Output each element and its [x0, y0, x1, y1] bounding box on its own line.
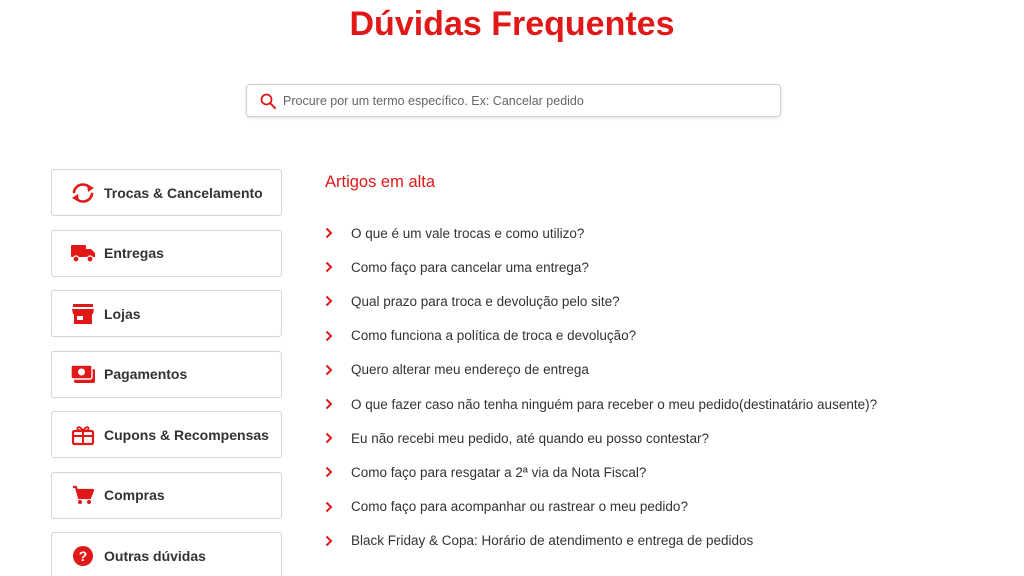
article-label: Como funciona a política de troca e devolução? [351, 328, 637, 344]
truck-icon [69, 241, 97, 265]
chevron-right-icon [325, 261, 335, 273]
article-link[interactable] [325, 524, 1005, 558]
article-label: Como faço para cancelar uma entrega? [351, 259, 589, 275]
article-label: Black Friday & Copa: Horário de atendimento e entrega de pedidos [351, 533, 754, 549]
category-label: Pagamentos [104, 366, 188, 382]
category-lojas[interactable] [51, 290, 282, 337]
chevron-right-icon [325, 535, 335, 547]
category-label: Compras [104, 487, 165, 503]
search-input[interactable] [283, 87, 780, 115]
article-link[interactable] [325, 353, 1005, 387]
store-icon [69, 302, 97, 326]
category-list [51, 169, 282, 576]
question-icon [69, 544, 97, 568]
article-label: O que fazer caso não tenha ninguém para receber o meu pedido(destinatário ausente)? [351, 396, 878, 412]
trending-articles [325, 170, 1005, 558]
article-label: Qual prazo para troca e devolução pelo site? [351, 293, 620, 309]
article-link[interactable] [325, 387, 1005, 421]
chevron-right-icon [325, 501, 335, 513]
article-link[interactable] [325, 455, 1005, 489]
category-trocas-cancelamento[interactable] [51, 169, 282, 216]
chevron-right-icon [325, 227, 335, 239]
search-icon [259, 92, 277, 110]
category-label: Trocas & Cancelamento [104, 184, 263, 201]
article-link[interactable] [325, 284, 1005, 318]
article-label: Como faço para acompanhar ou rastrear o meu pedido? [351, 499, 688, 515]
article-link[interactable] [325, 490, 1005, 524]
articles-title: Artigos em alta [325, 173, 436, 191]
category-entregas[interactable] [51, 230, 282, 277]
category-label: Lojas [104, 305, 141, 322]
search-box[interactable] [246, 84, 781, 117]
category-compras[interactable] [51, 472, 282, 519]
exchange-arrows-icon [69, 181, 97, 205]
category-pagamentos[interactable] [51, 351, 282, 398]
category-label: Cupons & Recompensas [104, 426, 269, 443]
chevron-right-icon [325, 432, 335, 444]
article-link[interactable] [325, 250, 1005, 284]
chevron-right-icon [325, 466, 335, 478]
category-label: Entregas [104, 245, 164, 261]
article-label: O que é um vale trocas e como utilizo? [351, 225, 585, 241]
payment-icon [69, 362, 97, 386]
chevron-right-icon [325, 398, 335, 410]
chevron-right-icon [325, 295, 335, 307]
category-label: Outras dúvidas [104, 547, 206, 564]
article-label: Como faço para resgatar a 2ª via da Nota Fiscal? [351, 464, 647, 480]
category-outras-duvidas[interactable] [51, 532, 282, 576]
gift-icon [69, 423, 97, 447]
article-link[interactable] [325, 421, 1005, 455]
article-label: Quero alterar meu endereço de entrega [351, 362, 589, 378]
category-cupons-recompensas[interactable] [51, 411, 282, 458]
chevron-right-icon [325, 330, 335, 342]
article-label: Eu não recebi meu pedido, até quando eu posso contestar? [351, 430, 710, 446]
article-link[interactable] [325, 216, 1005, 250]
page-title: Dúvidas Frequentes [349, 5, 675, 43]
article-link[interactable] [325, 319, 1005, 353]
chevron-right-icon [325, 364, 335, 376]
cart-icon [69, 483, 97, 507]
svg-text:?: ? [78, 547, 88, 564]
